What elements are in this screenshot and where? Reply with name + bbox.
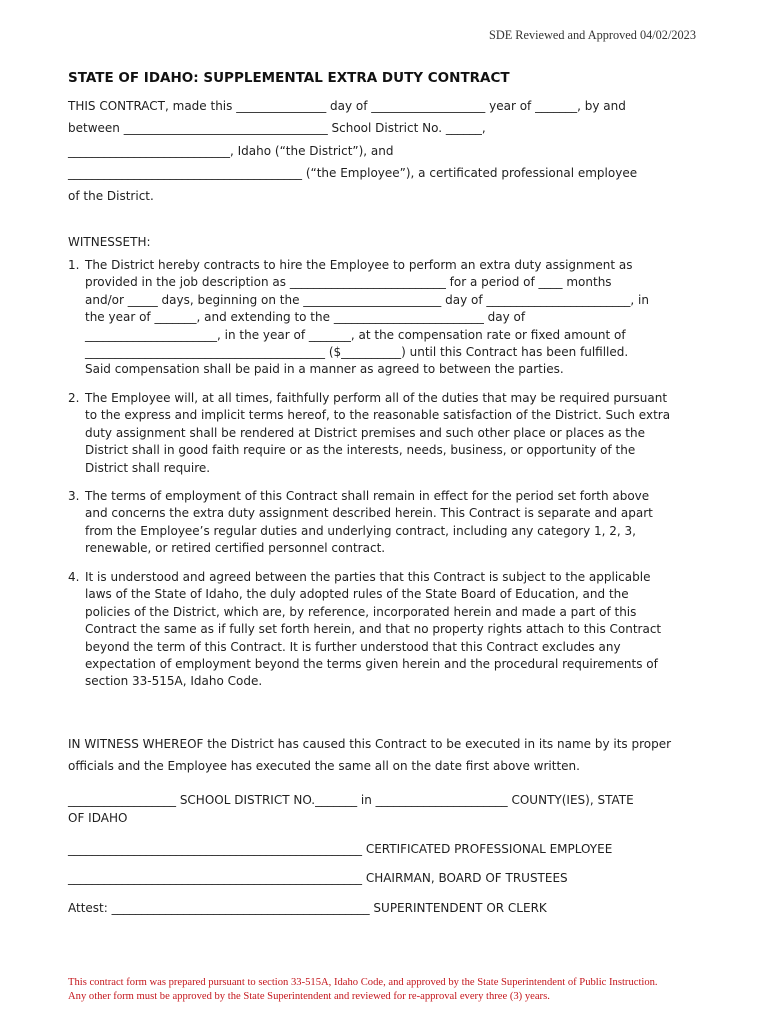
- clause-line: expectation of employment beyond the terms given herein and the procedural requirements of: [85, 657, 658, 672]
- clause-number: 3.: [68, 489, 80, 503]
- witness-line: officials and the Employee has executed the same all on the date first above written.: [68, 759, 580, 773]
- clause-line: renewable, or retired certified personnel contract.: [85, 541, 386, 556]
- clause-line: Contract the same as if fully set forth herein, and that no property rights attach to this Contract: [85, 622, 662, 637]
- clause-number: 2.: [68, 391, 80, 405]
- clause-line: It is understood and agreed between the parties that this Contract is subject to the applicable: [85, 570, 651, 584]
- signature-attest-line: Attest: ___________________________________________ SUPERINTENDENT OR CLERK: [68, 901, 547, 915]
- clause-line: beyond the term of this Contract. It is further understood that this Contract excludes any: [85, 639, 621, 654]
- signature-district-line: __________________ SCHOOL DISTRICT NO._______ in ______________________ COUNTY(IES), STATE: [68, 793, 634, 807]
- signature-chairman-line: _________________________________________________ CHAIRMAN, BOARD OF TRUSTEES: [68, 871, 568, 885]
- intro-line: ___________________________, Idaho (“the District”), and: [68, 144, 394, 158]
- clause-line: section 33-515A, Idaho Code.: [85, 674, 263, 689]
- clause-line: to the express and implicit terms hereof, to the reasonable satisfaction of the District. Such extra: [85, 408, 671, 423]
- clause-line: the year of _______, and extending to the _________________________ day of: [85, 310, 526, 325]
- clause-line: provided in the job description as __________________________ for a period of ____ months: [85, 275, 612, 290]
- witness-line: IN WITNESS WHEREOF the District has caused this Contract to be executed in its name by its proper: [68, 737, 672, 751]
- clause-line: District shall in good faith require or as the interests, needs, business, or opportunity of the: [85, 443, 636, 458]
- footer-note: [68, 976, 658, 1004]
- witnesseth-label: WITNESSETH:: [68, 235, 151, 249]
- clause-line: from the Employee’s regular duties and underlying contract, including any category 1, 2, 3,: [85, 523, 636, 538]
- clause-line: The Employee will, at all times, faithfully perform all of the duties that may be required pursuant: [85, 391, 668, 405]
- clause-3: [68, 488, 708, 558]
- clause-line: and concerns the extra duty assignment described herein. This Contract is separate and apart: [85, 506, 653, 521]
- clause-line: The terms of employment of this Contract shall remain in effect for the period set forth above: [85, 489, 650, 503]
- clause-line: The District hereby contracts to hire the Employee to perform an extra duty assignment as: [85, 258, 633, 272]
- clause-2: [68, 390, 708, 477]
- intro-line: THIS CONTRACT, made this _______________ day of ___________________ year of _______, by and: [68, 99, 626, 113]
- clause-line: ______________________, in the year of _______, at the compensation rate or fixed amount of: [85, 327, 626, 342]
- footer-line: This contract form was prepared pursuant to section 33-515A, Idaho Code, and approved by the State Superintendent of Public Instruction.: [68, 977, 658, 988]
- intro-line: of the District.: [68, 189, 154, 203]
- signature-district-line: OF IDAHO: [68, 811, 128, 825]
- approval-note: SDE Reviewed and Approved 04/02/2023: [489, 28, 696, 42]
- clause-number: 4.: [68, 570, 80, 584]
- clause-1: [68, 257, 708, 379]
- clause-line: laws of the State of Idaho, the duly adopted rules of the State Board of Education, and the: [85, 587, 629, 602]
- signature-employee-line: _________________________________________________ CERTIFICATED PROFESSIONAL EMPLOYEE: [68, 842, 613, 856]
- clause-line: Said compensation shall be paid in a manner as agreed to between the parties.: [85, 362, 564, 377]
- intro-line: _______________________________________ (“the Employee”), a certificated professional employee: [68, 166, 638, 180]
- clause-line: ________________________________________ ($__________) until this Contract has been fulfilled.: [85, 345, 629, 360]
- footer-line: Any other form must be approved by the State Superintendent and reviewed for re-approval every three (3) years.: [68, 991, 550, 1002]
- clause-line: policies of the District, which are, by reference, incorporated herein and made a part of this: [85, 604, 637, 619]
- clause-line: duty assignment shall be rendered at District premises and such other place or places as the: [85, 425, 645, 440]
- clause-number: 1.: [68, 258, 80, 272]
- document-title: STATE OF IDAHO: SUPPLEMENTAL EXTRA DUTY CONTRACT: [68, 70, 510, 86]
- clause-4: [68, 569, 708, 691]
- clause-line: and/or _____ days, beginning on the _______________________ day of ________________________, in: [85, 292, 649, 307]
- intro-line: between __________________________________ School District No. ______,: [68, 121, 486, 135]
- clause-line: District shall require.: [85, 460, 211, 475]
